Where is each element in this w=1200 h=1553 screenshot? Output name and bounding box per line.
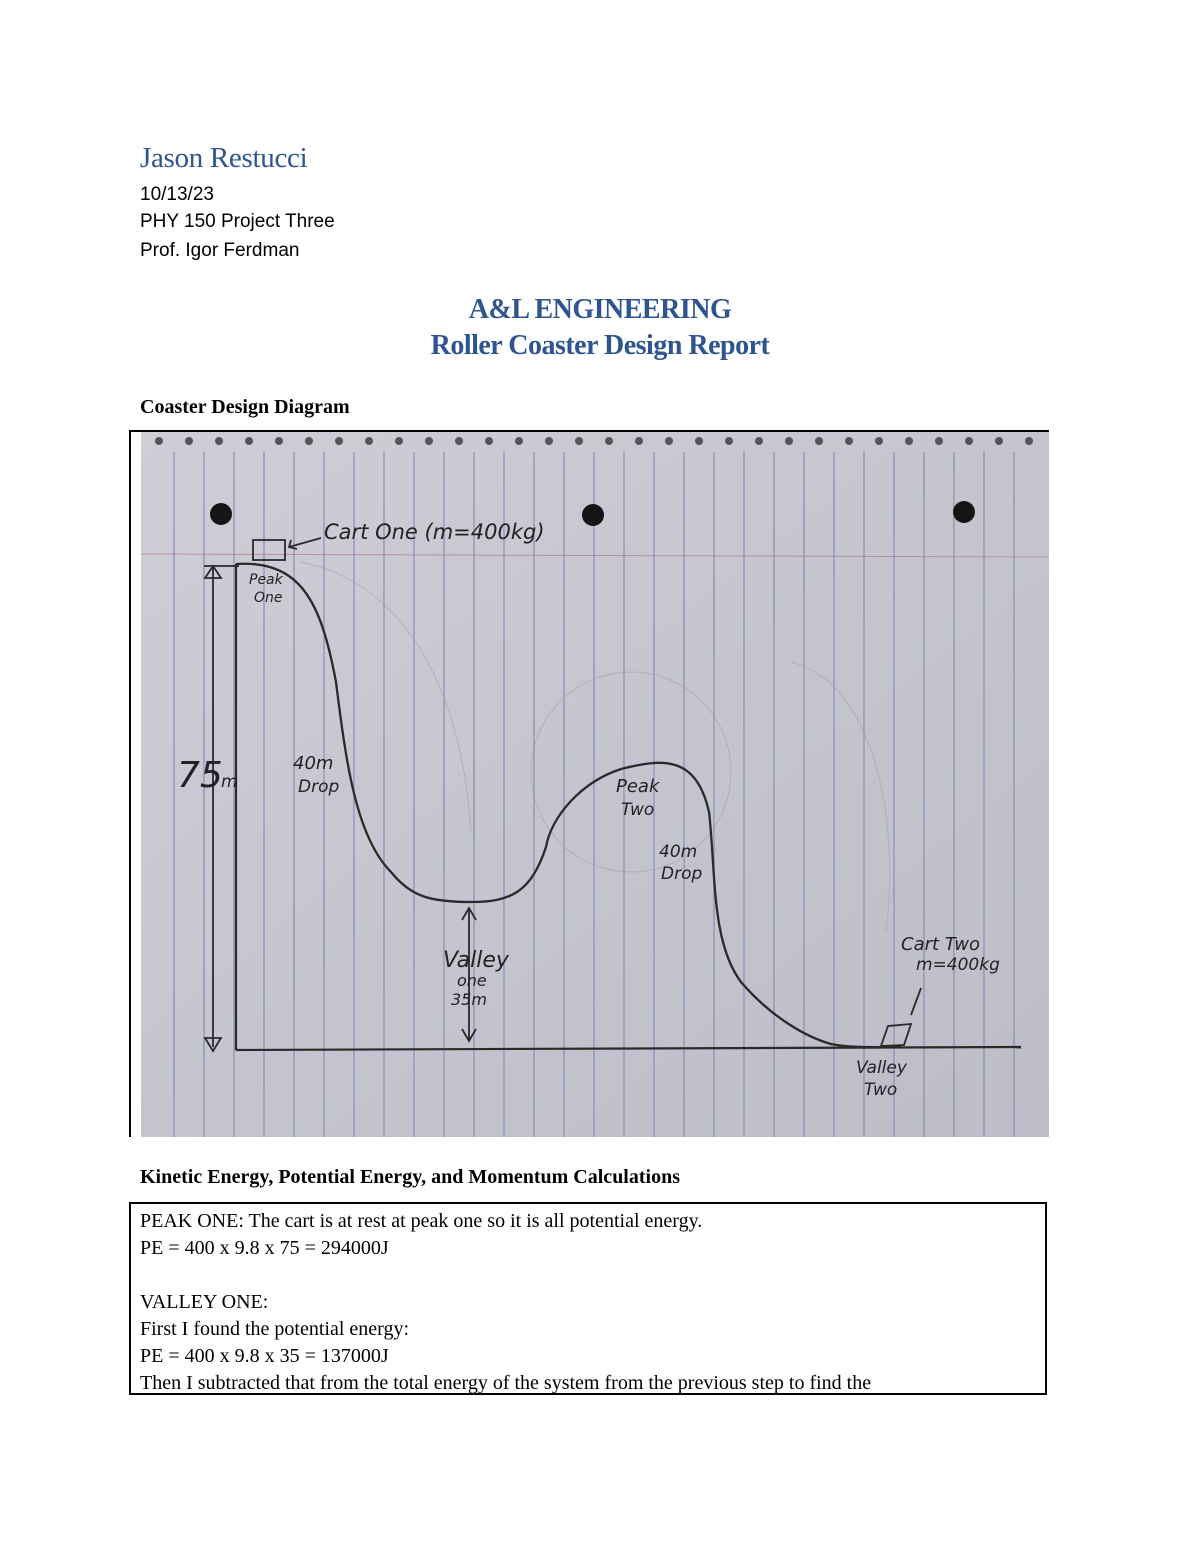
calc-line xyxy=(140,1262,1045,1289)
calc-line: PE = 400 x 9.8 x 35 = 137000J xyxy=(140,1345,389,1367)
company-title: A&L ENGINEERING xyxy=(468,294,732,325)
course-name: PHY 150 Project Three xyxy=(140,211,335,232)
peak-one-label-a: Peak xyxy=(249,572,283,588)
height-label-value: 75 xyxy=(177,755,223,796)
valley-two-label-a: Valley xyxy=(856,1058,907,1078)
paper-background xyxy=(141,432,1049,1137)
report-date: 10/13/23 xyxy=(140,184,214,205)
peak-two-label-b: Two xyxy=(621,800,655,820)
calculations-heading: Kinetic Energy, Potential Energy, and Momentum Calculations xyxy=(140,1166,680,1188)
drop-one-label-a: 40m xyxy=(293,753,334,774)
calc-line: First I found the potential energy: xyxy=(140,1318,410,1340)
calc-line: PE = 400 x 9.8 x 75 = 294000J xyxy=(140,1237,389,1259)
drop-two-label-a: 40m xyxy=(659,842,698,862)
drop-one-label-b: Drop xyxy=(298,777,340,797)
coaster-diagram-photo xyxy=(141,432,1049,1137)
valley-one-label-a: Valley xyxy=(443,948,509,973)
drop-two-label-b: Drop xyxy=(661,864,703,884)
calc-line: VALLEY ONE: xyxy=(140,1291,269,1313)
cart-two-label-b: m=400kg xyxy=(916,955,1000,975)
report-title: Roller Coaster Design Report xyxy=(430,330,770,361)
author-name: Jason Restucci xyxy=(140,142,308,174)
calc-line: Then I subtracted that from the total energy of the system from the previous step to find the xyxy=(140,1372,872,1394)
height-label-unit: m xyxy=(221,772,238,792)
valley-two-label-b: Two xyxy=(864,1080,898,1100)
professor-name: Prof. Igor Ferdman xyxy=(140,240,300,261)
valley-one-label-b: one xyxy=(457,971,487,990)
valley-one-label-c: 35m xyxy=(451,990,487,1009)
diagram-heading: Coaster Design Diagram xyxy=(140,396,350,418)
peak-one-label-b: One xyxy=(254,590,283,606)
peak-two-label-a: Peak xyxy=(616,776,660,797)
cart-one-label: Cart One (m=400kg) xyxy=(324,520,545,544)
cart-two-label-a: Cart Two xyxy=(901,934,981,955)
calc-line: PEAK ONE: The cart is at rest at peak one so it is all potential energy. xyxy=(140,1210,703,1232)
calculations-box xyxy=(129,1202,1047,1395)
